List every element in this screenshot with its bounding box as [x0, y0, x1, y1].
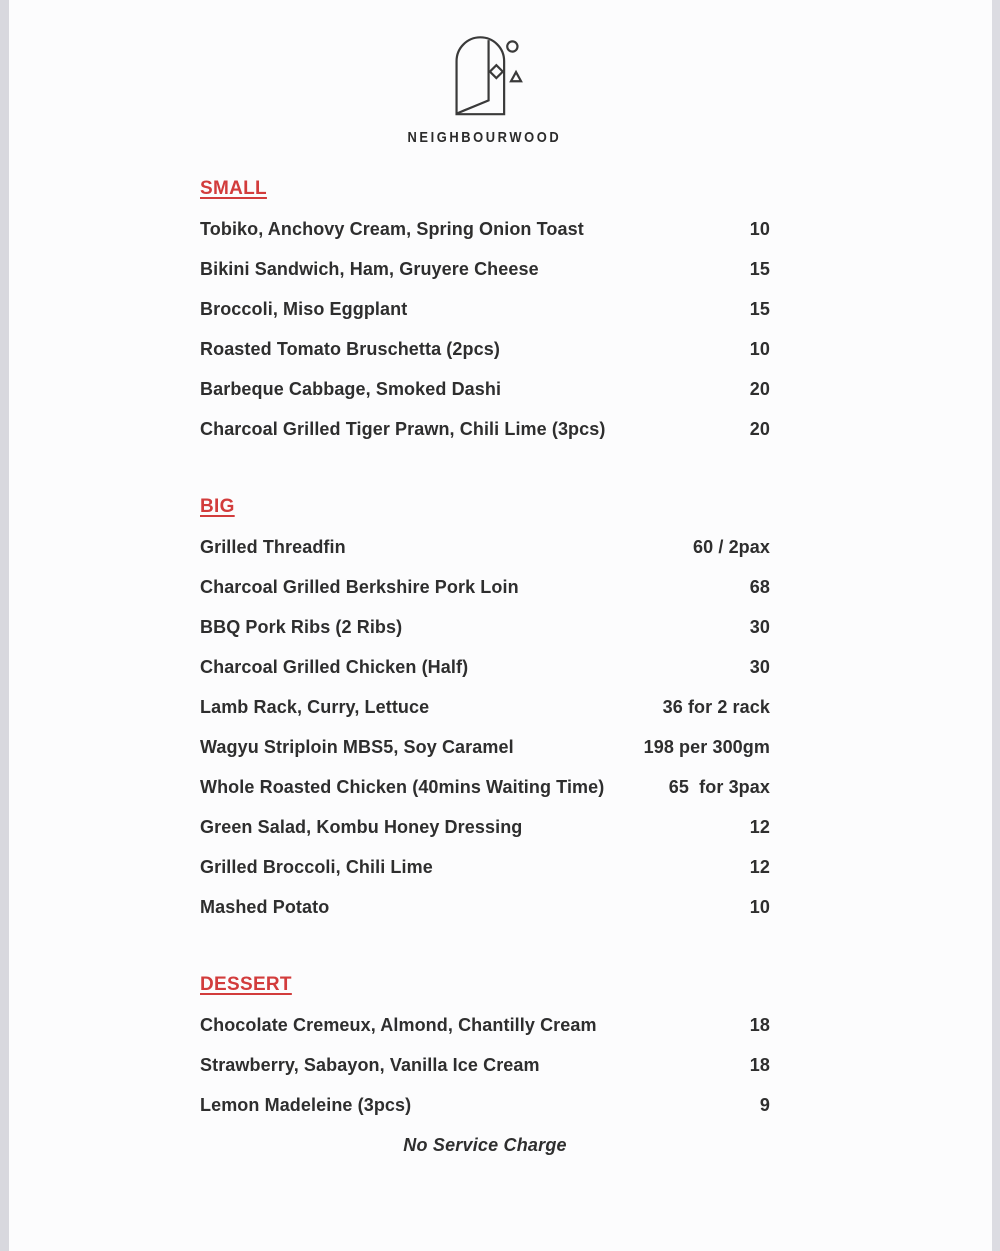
menu-item-row: [200, 1045, 770, 1085]
menu-item-row: [200, 567, 770, 607]
menu-item-price: 30: [749, 616, 770, 637]
section-small: [200, 169, 770, 449]
brand-name: [0, 129, 968, 147]
section-dessert: [200, 965, 770, 1125]
menu-item-name: Lamb Rack, Curry, Lettuce: [200, 696, 430, 717]
menu-item-price: 20: [749, 378, 770, 399]
menu-item-price: 12: [749, 856, 770, 877]
menu-item-row: [200, 369, 770, 409]
menu-item-price: 65 for 3pax: [668, 776, 770, 797]
menu-item-price: 68: [749, 576, 770, 597]
menu-item-name: Charcoal Grilled Berkshire Pork Loin: [200, 576, 519, 597]
menu-item-price: 10: [749, 218, 770, 239]
menu-item-name: Roasted Tomato Bruschetta (2pcs): [200, 338, 500, 359]
brand-name-text: NEIGHBOURWOOD: [407, 129, 561, 146]
menu-item-name: Charcoal Grilled Tiger Prawn, Chili Lime (3pcs): [200, 418, 606, 439]
menu-item-price: 9: [759, 1094, 770, 1115]
right-edge-strip: [992, 0, 1000, 1251]
menu-item-price: 60 / 2pax: [693, 536, 770, 557]
menu-item-name: Grilled Broccoli, Chili Lime: [200, 856, 433, 877]
menu-item-name: Wagyu Striploin MBS5, Soy Caramel: [200, 736, 514, 757]
menu-item-price: 10: [749, 338, 770, 359]
menu-item-price: 198 per 300gm: [643, 736, 770, 757]
restaurant-logo: [0, 30, 968, 116]
section-title-small: SMALL: [200, 178, 267, 199]
menu-item-row: [200, 249, 770, 289]
menu-item-price: 12: [749, 816, 770, 837]
menu-item-row: [200, 807, 770, 847]
menu-item-price: 15: [749, 258, 770, 279]
menu-item-price: 20: [749, 418, 770, 439]
section-title-big: BIG: [200, 496, 235, 517]
menu-item-row: [200, 767, 770, 807]
menu-item-name: Tobiko, Anchovy Cream, Spring Onion Toast: [200, 218, 584, 239]
menu-item-row: [200, 607, 770, 647]
menu-item-name: Charcoal Grilled Chicken (Half): [200, 656, 469, 677]
menu-item-name: Lemon Madeleine (3pcs): [200, 1094, 412, 1115]
menu-item-row: [200, 1085, 770, 1125]
menu-item-name: Mashed Potato: [200, 896, 330, 917]
menu-item-row: [200, 727, 770, 767]
menu-item-price: 18: [749, 1014, 770, 1035]
menu-item-name: Grilled Threadfin: [200, 536, 346, 557]
menu-item-price: 10: [749, 896, 770, 917]
menu-item-name: Barbeque Cabbage, Smoked Dashi: [200, 378, 502, 399]
menu-content: [200, 169, 770, 1165]
menu-item-row: [200, 1005, 770, 1045]
menu-item-name: Chocolate Cremeux, Almond, Chantilly Cream: [200, 1014, 597, 1035]
menu-item-name: Whole Roasted Chicken (40mins Waiting Time): [200, 776, 605, 797]
menu-item-row: [200, 847, 770, 887]
left-edge-strip: [0, 0, 9, 1251]
menu-item-price: 36 for 2 rack: [662, 696, 770, 717]
menu-item-row: [200, 887, 770, 927]
menu-item-price: 15: [749, 298, 770, 319]
menu-item-row: [200, 687, 770, 727]
menu-item-price: 18: [749, 1054, 770, 1075]
menu-item-row: [200, 209, 770, 249]
menu-item-row: [200, 329, 770, 369]
menu-item-name: Green Salad, Kombu Honey Dressing: [200, 816, 523, 837]
menu-item-row: [200, 527, 770, 567]
menu-item-name: Broccoli, Miso Eggplant: [200, 298, 408, 319]
section-big: [200, 487, 770, 927]
menu-item-row: [200, 409, 770, 449]
menu-item-name: BBQ Pork Ribs (2 Ribs): [200, 616, 403, 637]
section-title-dessert: DESSERT: [200, 974, 292, 995]
footer-note: No Service Charge: [403, 1134, 567, 1155]
menu-item-name: Bikini Sandwich, Ham, Gruyere Cheese: [200, 258, 539, 279]
door-logo-icon: [438, 30, 530, 116]
menu-item-name: Strawberry, Sabayon, Vanilla Ice Cream: [200, 1054, 540, 1075]
menu-item-row: [200, 647, 770, 687]
menu-item-row: [200, 289, 770, 329]
menu-item-price: 30: [749, 656, 770, 677]
